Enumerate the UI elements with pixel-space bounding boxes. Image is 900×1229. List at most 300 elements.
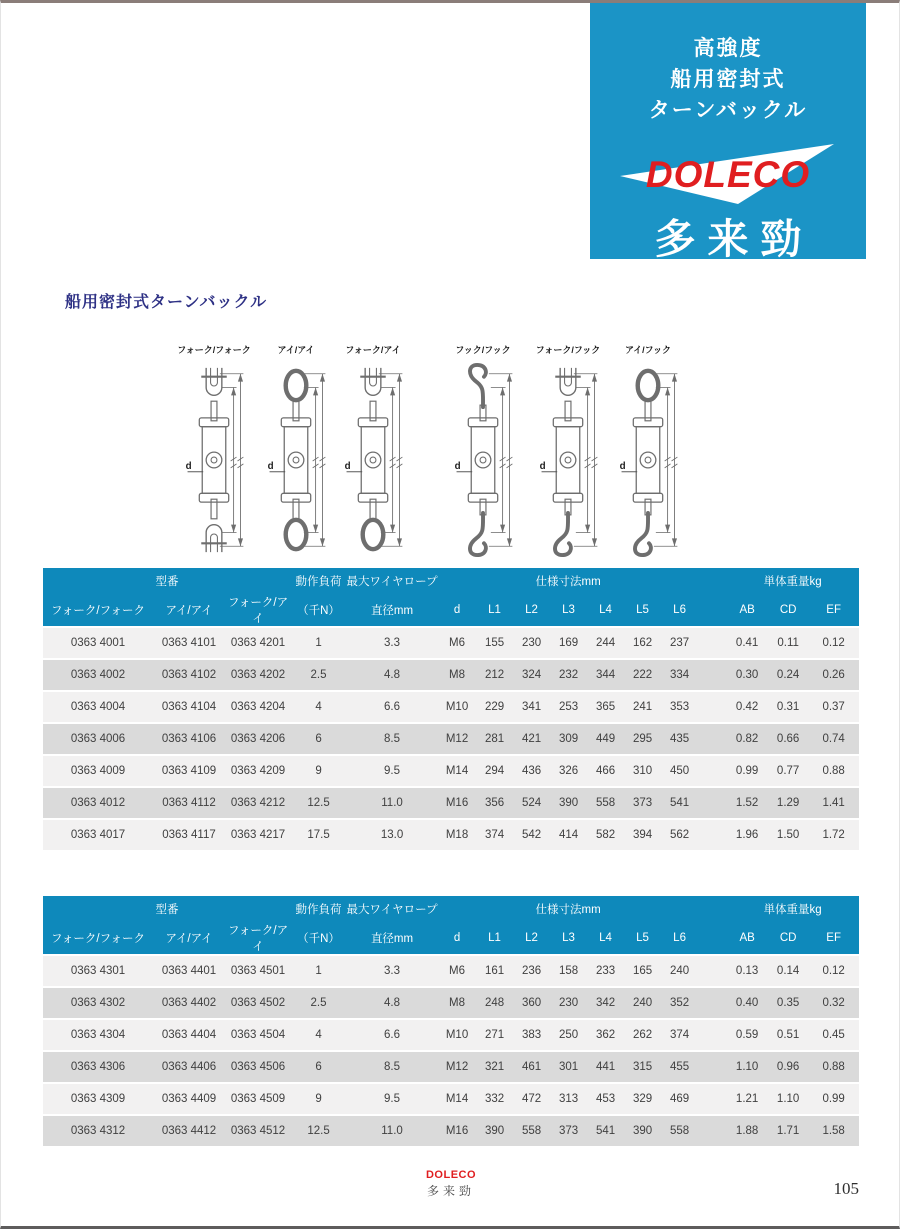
table-row: [43, 955, 859, 987]
cell: 11.0: [346, 787, 438, 819]
footer-brand-wordmark: DOLECO: [425, 1169, 477, 1181]
cell: 469: [661, 1083, 698, 1115]
cell: 1.96: [726, 819, 768, 851]
diagram-label: アイ/アイ: [277, 345, 315, 355]
dim-label-d: d: [619, 460, 626, 472]
cell: 472: [513, 1083, 550, 1115]
cell: 0363 4001: [43, 627, 153, 659]
cell: 466: [587, 755, 624, 787]
cell: 373: [550, 1115, 587, 1147]
table-row: [43, 1019, 859, 1051]
cell: 0363 4212: [225, 787, 291, 819]
header-spacer: [698, 922, 726, 955]
cell: 0.40: [726, 987, 768, 1019]
cell: 0.26: [808, 659, 859, 691]
product-banner: [590, 3, 866, 262]
cell: 0363 4102: [153, 659, 225, 691]
cell-spacer: [698, 1115, 726, 1147]
cell: 0363 4101: [153, 627, 225, 659]
cell: 0363 4002: [43, 659, 153, 691]
cell: 0363 4202: [225, 659, 291, 691]
cell: 365: [587, 691, 624, 723]
cell: 233: [587, 955, 624, 987]
col-header: L5: [624, 922, 661, 955]
cell: 324: [513, 659, 550, 691]
diagram-label: フック/フック: [455, 345, 511, 355]
dim-label-d: d: [185, 460, 192, 472]
cell: 1: [291, 955, 346, 987]
cell: 374: [661, 1019, 698, 1051]
cell: 0.37: [808, 691, 859, 723]
banner-brand-cn: 多来勁: [654, 216, 814, 262]
col-header: L1: [476, 922, 513, 955]
cell: 0.13: [726, 955, 768, 987]
cell: 353: [661, 691, 698, 723]
cell: 6.6: [346, 691, 438, 723]
table-row: [43, 819, 859, 851]
banner-title-line: ターンバックル: [648, 99, 808, 122]
col-header: L3: [550, 594, 587, 627]
cell: 332: [476, 1083, 513, 1115]
cell: 1.58: [808, 1115, 859, 1147]
cell: 0.51: [768, 1019, 808, 1051]
cell: 1.29: [768, 787, 808, 819]
cell: 222: [624, 659, 661, 691]
spec-table-2: [43, 896, 859, 1148]
col-header: d: [438, 922, 476, 955]
diagram-label: フォーク/アイ: [345, 345, 401, 355]
banner-title-line: 船用密封式: [670, 68, 786, 91]
cell: 390: [476, 1115, 513, 1147]
cell: 582: [587, 819, 624, 851]
cell: 17.5: [291, 819, 346, 851]
col-header: フォーク/アイ: [225, 594, 291, 627]
cell: M12: [438, 1051, 476, 1083]
cell: 0363 4306: [43, 1051, 153, 1083]
cell: 0363 4201: [225, 627, 291, 659]
cell: 0.82: [726, 723, 768, 755]
header-group-weight: 単体重量kg: [726, 896, 859, 922]
table-row: [43, 1083, 859, 1115]
header-group-weight: 単体重量kg: [726, 568, 859, 594]
cell: 313: [550, 1083, 587, 1115]
col-header: d: [438, 594, 476, 627]
cell: 0363 4501: [225, 955, 291, 987]
cell: 0363 4312: [43, 1115, 153, 1147]
col-header: CD: [768, 594, 808, 627]
cell: 0.24: [768, 659, 808, 691]
col-header: L1: [476, 594, 513, 627]
cell: 310: [624, 755, 661, 787]
dim-label-d: d: [539, 460, 546, 472]
page-number: 105: [833, 1179, 859, 1198]
cell: 0.12: [808, 955, 859, 987]
cell: 13.0: [346, 819, 438, 851]
cell: 0363 4106: [153, 723, 225, 755]
cell: 0363 4209: [225, 755, 291, 787]
cell: 1: [291, 627, 346, 659]
cell-spacer: [698, 627, 726, 659]
cell: 232: [550, 659, 587, 691]
cell: 342: [587, 987, 624, 1019]
turnbuckle-diagram: [318, 343, 428, 563]
col-header: 直径mm: [346, 594, 438, 627]
turnbuckle-diagram: [593, 343, 703, 563]
cell: 321: [476, 1051, 513, 1083]
cell: 373: [624, 787, 661, 819]
cell: M8: [438, 659, 476, 691]
cell: M18: [438, 819, 476, 851]
cell: 8.5: [346, 1051, 438, 1083]
cell: 281: [476, 723, 513, 755]
cell: 0.99: [726, 755, 768, 787]
cell: 250: [550, 1019, 587, 1051]
header-group-dims: 仕様寸法mm: [438, 568, 698, 594]
cell-spacer: [698, 1051, 726, 1083]
cell: 248: [476, 987, 513, 1019]
header-spacer: [698, 896, 726, 922]
col-header: アイ/アイ: [153, 922, 225, 955]
cell: 453: [587, 1083, 624, 1115]
cell: 236: [513, 955, 550, 987]
cell: 562: [661, 819, 698, 851]
turnbuckle-drawing: [451, 362, 515, 558]
cell: 0363 4402: [153, 987, 225, 1019]
table-row: [43, 723, 859, 755]
cell: 1.71: [768, 1115, 808, 1147]
cell: 9: [291, 755, 346, 787]
footer-logo: [1, 1169, 900, 1199]
turnbuckle-drawing: [616, 362, 680, 558]
cell: 240: [624, 987, 661, 1019]
cell: 294: [476, 755, 513, 787]
diagram-label: フォーク/フック: [535, 345, 601, 355]
cell: 0363 4204: [225, 691, 291, 723]
cell-spacer: [698, 955, 726, 987]
cell: 0363 4502: [225, 987, 291, 1019]
cell: 390: [624, 1115, 661, 1147]
cell: 360: [513, 987, 550, 1019]
cell: 0363 4406: [153, 1051, 225, 1083]
cell: 0363 4409: [153, 1083, 225, 1115]
cell: 542: [513, 819, 550, 851]
cell-spacer: [698, 1083, 726, 1115]
cell: 315: [624, 1051, 661, 1083]
cell: 262: [624, 1019, 661, 1051]
cell: 329: [624, 1083, 661, 1115]
table-row: [43, 659, 859, 691]
cell: 0.77: [768, 755, 808, 787]
col-header: L2: [513, 594, 550, 627]
cell: 12.5: [291, 787, 346, 819]
cell: 0363 4009: [43, 755, 153, 787]
col-header: EF: [808, 594, 859, 627]
cell: 461: [513, 1051, 550, 1083]
cell: 155: [476, 627, 513, 659]
header-group-dims: 仕様寸法mm: [438, 896, 698, 922]
cell: 435: [661, 723, 698, 755]
cell: 0.35: [768, 987, 808, 1019]
cell: 0363 4012: [43, 787, 153, 819]
table-row: [43, 987, 859, 1019]
cell: 3.3: [346, 627, 438, 659]
cell: 253: [550, 691, 587, 723]
logo-wordmark: DOLECO: [645, 154, 811, 195]
cell: 6: [291, 1051, 346, 1083]
col-header: AB: [726, 922, 768, 955]
cell: 344: [587, 659, 624, 691]
cell: 362: [587, 1019, 624, 1051]
cell: 0363 4509: [225, 1083, 291, 1115]
cell: 0.30: [726, 659, 768, 691]
cell: 390: [550, 787, 587, 819]
cell: 0363 4117: [153, 819, 225, 851]
cell: 374: [476, 819, 513, 851]
cell: 169: [550, 627, 587, 659]
cell: 0.66: [768, 723, 808, 755]
cell: 441: [587, 1051, 624, 1083]
cell: 421: [513, 723, 550, 755]
turnbuckle-diagrams: [1, 343, 900, 569]
cell: 0.88: [808, 1051, 859, 1083]
cell: 237: [661, 627, 698, 659]
doleco-logo: [618, 140, 838, 206]
cell: 161: [476, 955, 513, 987]
cell: 450: [661, 755, 698, 787]
cell: 1.52: [726, 787, 768, 819]
cell: 0363 4217: [225, 819, 291, 851]
cell: 3.3: [346, 955, 438, 987]
col-header: AB: [726, 594, 768, 627]
cell: 394: [624, 819, 661, 851]
cell: M12: [438, 723, 476, 755]
cell: 0363 4412: [153, 1115, 225, 1147]
col-header: CD: [768, 922, 808, 955]
cell: M14: [438, 1083, 476, 1115]
table-row: [43, 755, 859, 787]
cell: 0363 4112: [153, 787, 225, 819]
cell: 2.5: [291, 659, 346, 691]
cell: 244: [587, 627, 624, 659]
dim-label-d: d: [267, 460, 274, 472]
cell: 449: [587, 723, 624, 755]
cell: 0.32: [808, 987, 859, 1019]
header-spacer: [698, 594, 726, 627]
col-header: アイ/アイ: [153, 594, 225, 627]
cell-spacer: [698, 987, 726, 1019]
col-header: L5: [624, 594, 661, 627]
cell-spacer: [698, 787, 726, 819]
cell: 1.10: [768, 1083, 808, 1115]
cell: 165: [624, 955, 661, 987]
table-row: [43, 787, 859, 819]
section-title: 船用密封式ターンバックル: [65, 294, 268, 311]
cell: 229: [476, 691, 513, 723]
cell: 1.10: [726, 1051, 768, 1083]
col-header: L6: [661, 922, 698, 955]
cell: 4.8: [346, 987, 438, 1019]
cell: M16: [438, 787, 476, 819]
cell: 8.5: [346, 723, 438, 755]
cell: 295: [624, 723, 661, 755]
footer-brand-cn: 多来勁: [426, 1184, 475, 1198]
cell: 1.50: [768, 819, 808, 851]
header-group-load: 動作負荷: [291, 568, 346, 594]
cell: 0363 4309: [43, 1083, 153, 1115]
cell: 6: [291, 723, 346, 755]
cell: 12.5: [291, 1115, 346, 1147]
turnbuckle-drawing: [182, 362, 246, 558]
header-group-model: 型番: [43, 568, 291, 594]
cell: 0.14: [768, 955, 808, 987]
spec-table-1: [43, 568, 859, 852]
cell: 0363 4301: [43, 955, 153, 987]
cell: M8: [438, 987, 476, 1019]
cell: 1.21: [726, 1083, 768, 1115]
cell: M14: [438, 755, 476, 787]
banner-title: [590, 33, 866, 126]
cell: 341: [513, 691, 550, 723]
cell: 455: [661, 1051, 698, 1083]
header-group-load: 動作負荷: [291, 896, 346, 922]
col-header: 直径mm: [346, 922, 438, 955]
dim-label-d: d: [344, 460, 351, 472]
cell: 271: [476, 1019, 513, 1051]
table-row: [43, 1051, 859, 1083]
dim-label-d: d: [454, 460, 461, 472]
turnbuckle-drawing: [341, 362, 405, 558]
cell: 356: [476, 787, 513, 819]
cell: 541: [587, 1115, 624, 1147]
cell: 558: [661, 1115, 698, 1147]
table-row: [43, 1115, 859, 1147]
cell: 9: [291, 1083, 346, 1115]
diagram-label: フォーク/フォーク: [177, 345, 251, 355]
cell-spacer: [698, 691, 726, 723]
cell: 0363 4109: [153, 755, 225, 787]
cell: M16: [438, 1115, 476, 1147]
cell: 4: [291, 1019, 346, 1051]
cell-spacer: [698, 819, 726, 851]
col-header: L4: [587, 594, 624, 627]
cell: 4: [291, 691, 346, 723]
cell: 11.0: [346, 1115, 438, 1147]
cell: 0.45: [808, 1019, 859, 1051]
cell: 1.41: [808, 787, 859, 819]
cell: 0363 4004: [43, 691, 153, 723]
cell: 1.88: [726, 1115, 768, 1147]
cell: 0.41: [726, 627, 768, 659]
cell: 9.5: [346, 755, 438, 787]
cell: M10: [438, 691, 476, 723]
cell: 241: [624, 691, 661, 723]
cell: 0363 4302: [43, 987, 153, 1019]
cell: 301: [550, 1051, 587, 1083]
cell: 0363 4401: [153, 955, 225, 987]
cell-spacer: [698, 659, 726, 691]
cell: 162: [624, 627, 661, 659]
cell: 558: [587, 787, 624, 819]
cell: 0.88: [808, 755, 859, 787]
cell: 158: [550, 955, 587, 987]
cell: M10: [438, 1019, 476, 1051]
cell: 9.5: [346, 1083, 438, 1115]
banner-title-line: 高強度: [693, 37, 763, 60]
col-header: （千N）: [291, 922, 346, 955]
cell: 0363 4504: [225, 1019, 291, 1051]
col-header: EF: [808, 922, 859, 955]
cell: 0.42: [726, 691, 768, 723]
cell: 352: [661, 987, 698, 1019]
cell: 0.96: [768, 1051, 808, 1083]
cell-spacer: [698, 1019, 726, 1051]
cell: 326: [550, 755, 587, 787]
col-header: フォーク/アイ: [225, 922, 291, 955]
cell: 0363 4206: [225, 723, 291, 755]
header-group-wire: 最大ワイヤロープ: [346, 568, 438, 594]
cell: 0363 4512: [225, 1115, 291, 1147]
cell: 0.12: [808, 627, 859, 659]
cell: 0363 4017: [43, 819, 153, 851]
cell: 0.99: [808, 1083, 859, 1115]
col-header: フォーク/フォーク: [43, 922, 153, 955]
cell: 414: [550, 819, 587, 851]
cell: 1.72: [808, 819, 859, 851]
cell: 0.59: [726, 1019, 768, 1051]
cell: 558: [513, 1115, 550, 1147]
col-header: （千N）: [291, 594, 346, 627]
col-header: L6: [661, 594, 698, 627]
cell: 334: [661, 659, 698, 691]
cell: 0.31: [768, 691, 808, 723]
cell: 309: [550, 723, 587, 755]
diagram-label: アイ/フック: [624, 345, 672, 355]
cell: 6.6: [346, 1019, 438, 1051]
col-header: L2: [513, 922, 550, 955]
col-header: L4: [587, 922, 624, 955]
table-row: [43, 627, 859, 659]
cell: 240: [661, 955, 698, 987]
col-header: L3: [550, 922, 587, 955]
col-header: フォーク/フォーク: [43, 594, 153, 627]
cell: 4.8: [346, 659, 438, 691]
cell: 0363 4304: [43, 1019, 153, 1051]
cell: 0363 4104: [153, 691, 225, 723]
cell: 436: [513, 755, 550, 787]
turnbuckle-drawing: [536, 362, 600, 558]
cell-spacer: [698, 755, 726, 787]
header-group-model: 型番: [43, 896, 291, 922]
cell: 0363 4506: [225, 1051, 291, 1083]
cell: 230: [550, 987, 587, 1019]
cell: 212: [476, 659, 513, 691]
header-group-wire: 最大ワイヤロープ: [346, 896, 438, 922]
cell: M6: [438, 955, 476, 987]
table-row: [43, 691, 859, 723]
cell: 524: [513, 787, 550, 819]
cell: 383: [513, 1019, 550, 1051]
cell: 541: [661, 787, 698, 819]
cell: 2.5: [291, 987, 346, 1019]
cell: 0363 4404: [153, 1019, 225, 1051]
cell: M6: [438, 627, 476, 659]
cell: 230: [513, 627, 550, 659]
header-spacer: [698, 568, 726, 594]
cell-spacer: [698, 723, 726, 755]
cell: 0363 4006: [43, 723, 153, 755]
cell: 0.74: [808, 723, 859, 755]
cell: 0.11: [768, 627, 808, 659]
